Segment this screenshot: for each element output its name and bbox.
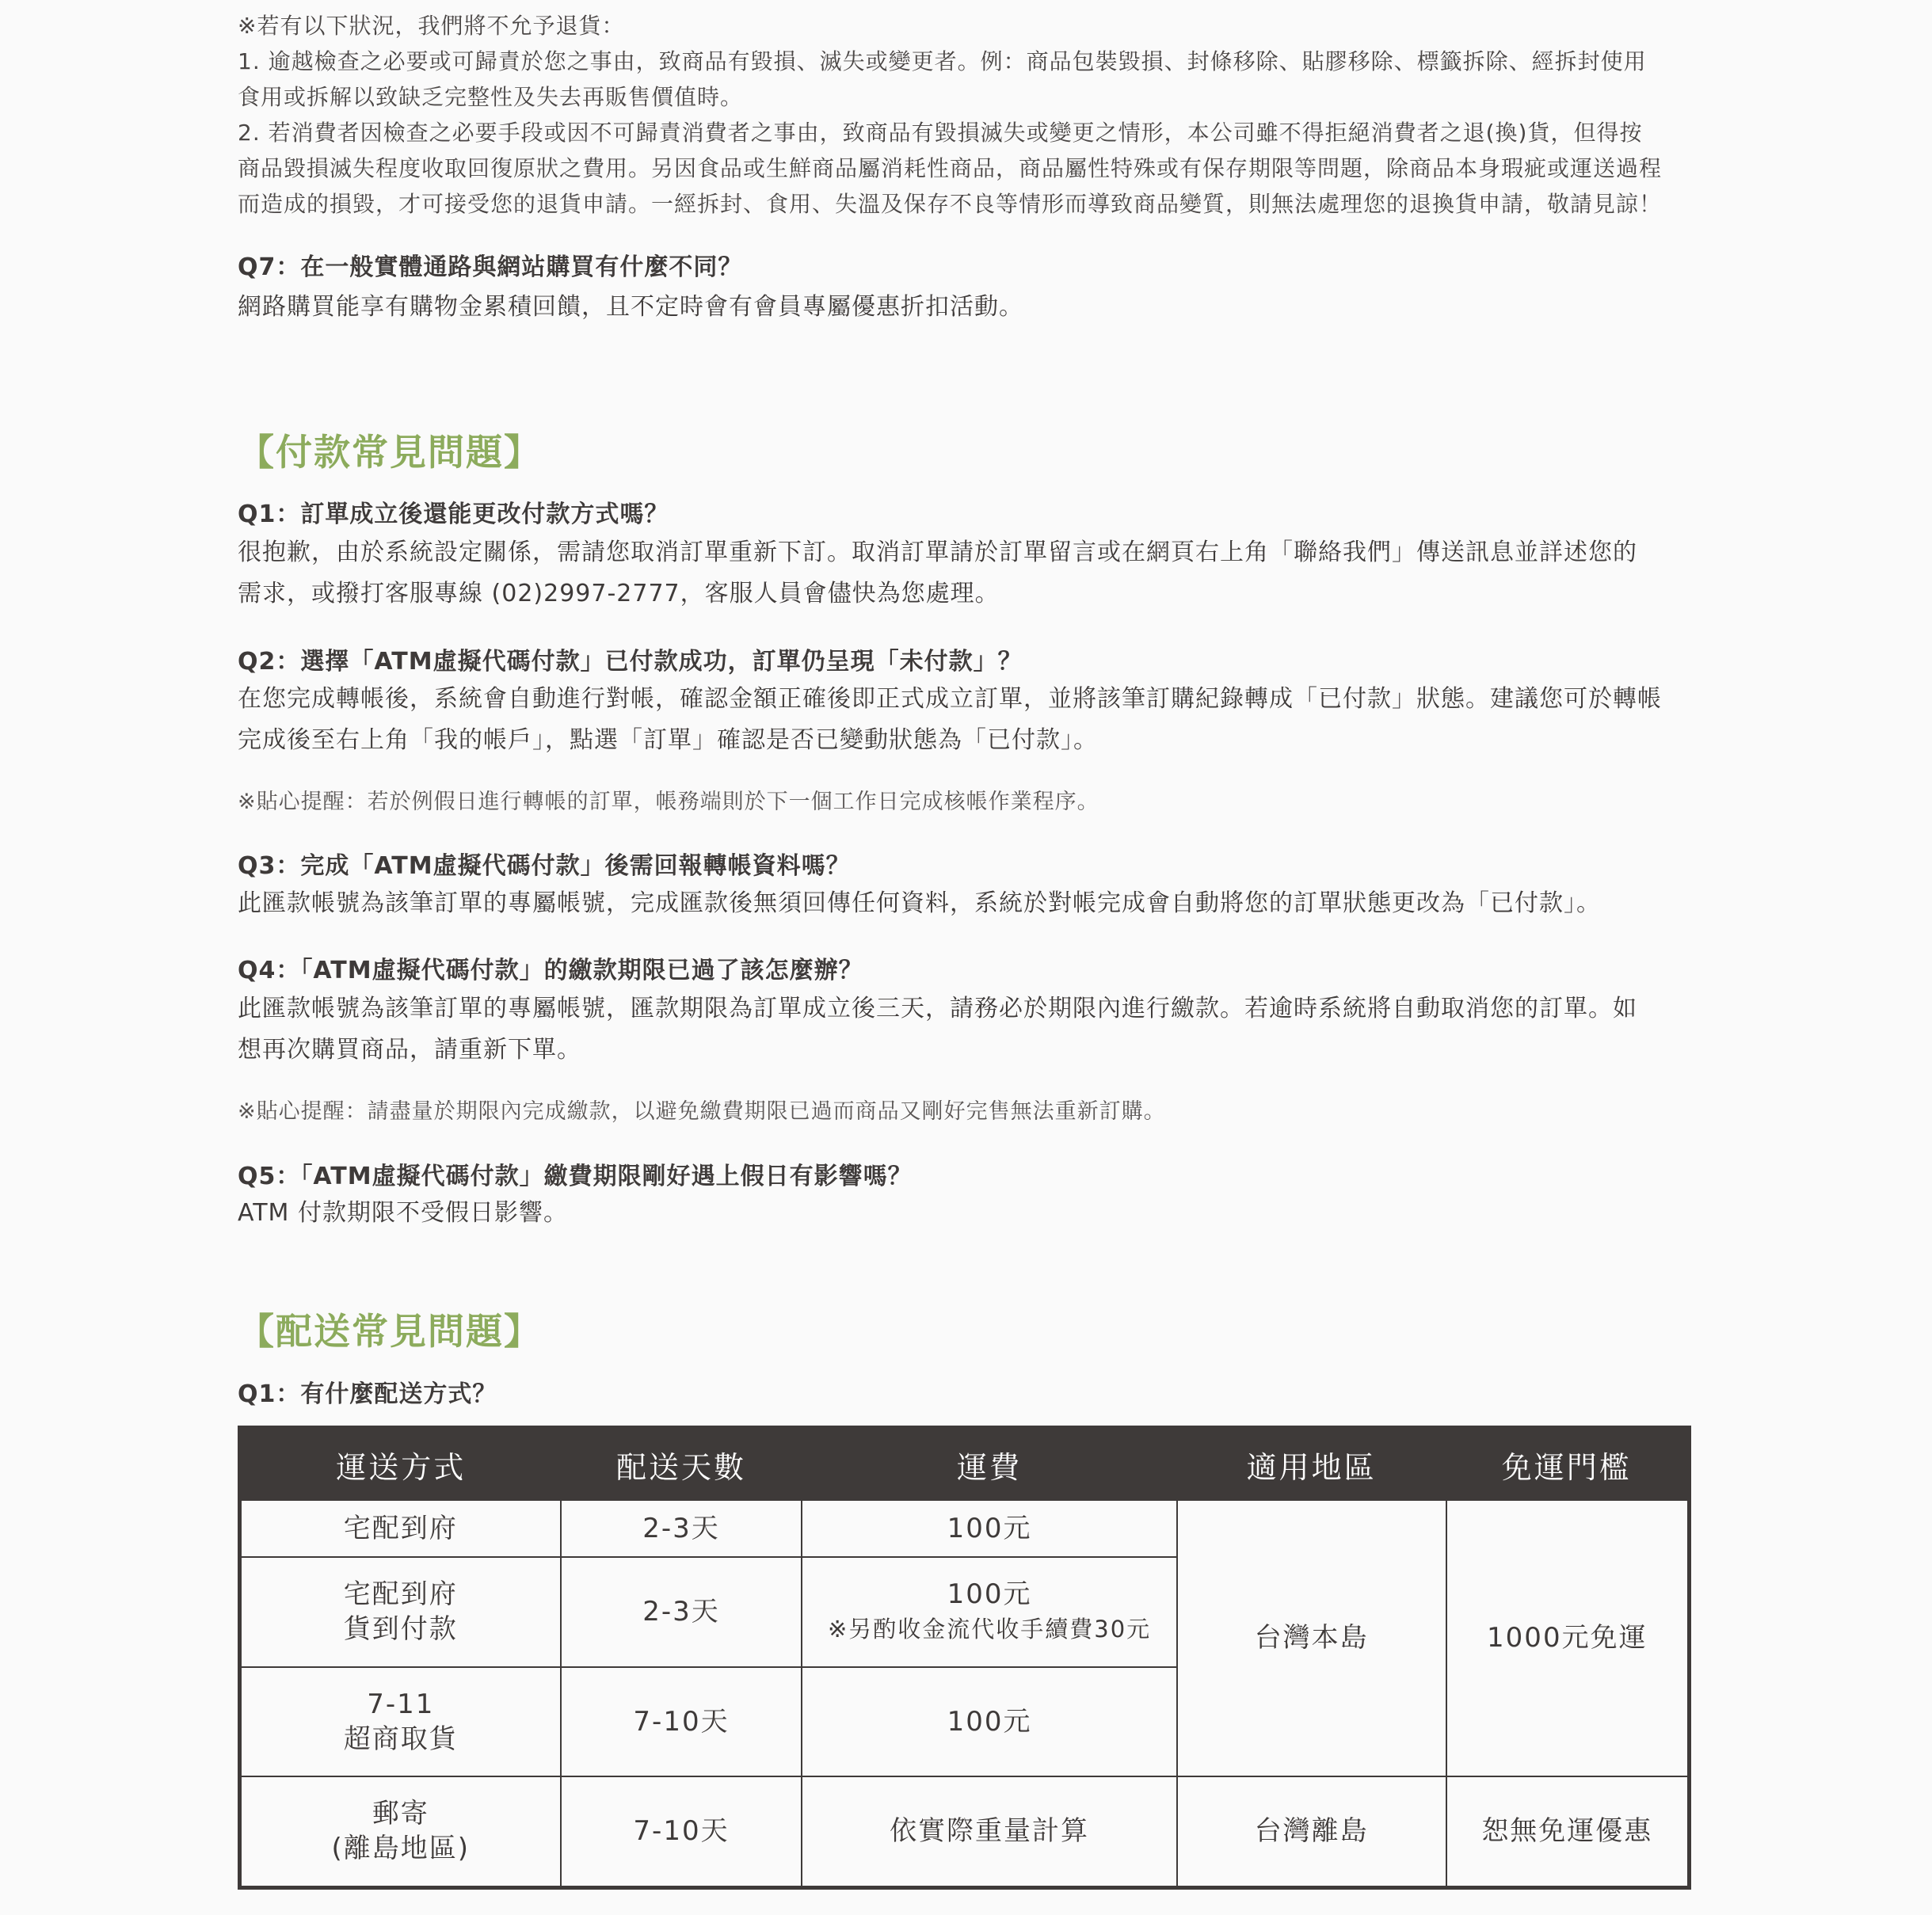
payment-q3-answer: 此匯款帳號為該筆訂單的專屬帳號，完成匯款後無須回傳任何資料，系統於對帳完成會自動將您的訂單狀態更改為「已付款」。 xyxy=(238,889,1601,917)
header-shipping-fee: 運費 xyxy=(802,1428,1176,1501)
cell-region-island: 台灣離島 xyxy=(1177,1776,1446,1888)
header-delivery-days: 配送天數 xyxy=(561,1428,802,1501)
header-region: 適用地區 xyxy=(1177,1428,1446,1501)
return-notes-item2-line2: 商品毀損滅失程度收取回復原狀之費用。另因食品或生鮮商品屬消耗性商品，商品屬性特殊或有保存期限等問題，除商品本身瑕疵或運送過程 xyxy=(238,155,1663,181)
cell-days: 7-10天 xyxy=(561,1776,802,1888)
shipping-section-title: 【配送常見問題】 xyxy=(238,1310,542,1353)
return-notes-item1-line2: 食用或拆解以致缺乏完整性及失去再販售價值時。 xyxy=(238,84,744,110)
cell-region-main: 台灣本島 xyxy=(1177,1500,1446,1776)
return-notes-intro: ※若有以下狀況，我們將不允予退貨： xyxy=(238,13,625,39)
cell-fee xyxy=(802,1557,1176,1666)
method-label: 宅配到府 xyxy=(343,1578,458,1611)
payment-section-title: 【付款常見問題】 xyxy=(238,431,542,474)
payment-q2-answer-line1: 在您完成轉帳後，系統會自動進行對帳，確認金額正確後即正式成立訂單，並將該筆訂購紀錄轉成「已付款」狀態。建議您可於轉帳 xyxy=(238,685,1662,713)
method-sublabel: (離島地區) xyxy=(331,1833,471,1865)
shipping-table-header-row xyxy=(240,1428,1690,1501)
q7-answer: 網路購買能享有購物金累積回饋，且不定時會有會員專屬優惠折扣活動。 xyxy=(238,293,1023,321)
return-notes-item2-line3: 而造成的損毀，才可接受您的退貨申請。一經拆封、食用、失溫及保存不良等情形而導致商品變質，則無法處理您的退換貨申請，敬請見諒！ xyxy=(238,191,1663,217)
table-row xyxy=(240,1500,1690,1557)
shipping-q1-question: Q1：有什麼配送方式？ xyxy=(238,1380,497,1408)
return-notes-item2-line1: 2. 若消費者因檢查之必要手段或因不可歸責消費者之事由，致商品有毀損滅失或變更之情形，本公司雖不得拒絕消費者之退(換)貨，但得按 xyxy=(238,120,1643,146)
payment-q3-question: Q3：完成「ATM虛擬代碼付款」後需回報轉帳資料嗎？ xyxy=(238,852,851,880)
table-row xyxy=(240,1776,1690,1888)
cell-free-island: 恕無免運優惠 xyxy=(1446,1776,1690,1888)
cell-fee: 100元 xyxy=(802,1500,1176,1557)
payment-q4-answer-line1: 此匯款帳號為該筆訂單的專屬帳號，匯款期限為訂單成立後三天，請務必於期限內進行繳款。若逾時系統將自動取消您的訂單。如 xyxy=(238,995,1637,1022)
payment-q5-question: Q5：「ATM虛擬代碼付款」繳費期限剛好遇上假日有影響嗎？ xyxy=(238,1163,913,1190)
header-shipping-method: 運送方式 xyxy=(240,1428,561,1501)
cell-fee: 依實際重量計算 xyxy=(802,1776,1176,1888)
cell-method xyxy=(240,1776,561,1888)
fee-note: ※另酌收金流代收手續費30元 xyxy=(827,1616,1152,1643)
cell-method xyxy=(240,1500,561,1557)
q7-question: Q7：在一般實體通路與網站購買有什麼不同？ xyxy=(238,253,743,281)
return-notes-item1-line1: 1. 逾越檢查之必要或可歸責於您之事由，致商品有毀損、滅失或變更者。例：商品包裝毀損、封條移除、貼膠移除、標籤拆除、經拆封使用 xyxy=(238,48,1647,74)
return-policy-notes xyxy=(238,8,1774,222)
cell-days: 7-10天 xyxy=(561,1667,802,1776)
payment-q4-question: Q4：「ATM虛擬代碼付款」的繳款期限已過了該怎麼辦？ xyxy=(238,957,863,984)
cell-days: 2-3天 xyxy=(561,1557,802,1666)
payment-q1-answer-line1: 很抱歉，由於系統設定關係，需請您取消訂單重新下訂。取消訂單請於訂單留言或在網頁右上角「聯絡我們」傳送訊息並詳述您的 xyxy=(238,539,1637,566)
payment-q2-tip: ※貼心提醒：若於例假日進行轉帳的訂單，帳務端則於下一個工作日完成核帳作業程序。 xyxy=(238,790,1099,814)
payment-q5-answer: ATM 付款期限不受假日影響。 xyxy=(238,1199,568,1227)
method-label: 宅配到府 xyxy=(343,1513,458,1545)
shipping-table xyxy=(238,1426,1691,1890)
cell-method xyxy=(240,1557,561,1666)
payment-q2-question: Q2：選擇「ATM虛擬代碼付款」已付款成功，訂單仍呈現「未付款」？ xyxy=(238,648,1023,676)
payment-q1-question: Q1：訂單成立後還能更改付款方式嗎？ xyxy=(238,501,669,528)
header-free-threshold: 免運門檻 xyxy=(1446,1428,1690,1501)
cell-days: 2-3天 xyxy=(561,1500,802,1557)
method-label: 7-11 xyxy=(367,1688,435,1720)
cell-method xyxy=(240,1667,561,1776)
payment-q1-answer-line2: 需求，或撥打客服專線 (02)2997-2777，客服人員會儘快為您處理。 xyxy=(238,580,1000,607)
payment-q4-answer-line2: 想再次購買商品，請重新下單。 xyxy=(238,1036,581,1064)
payment-q4-tip: ※貼心提醒：請盡量於期限內完成繳款，以避免繳費期限已過而商品又剛好完售無法重新訂購。 xyxy=(238,1099,1166,1124)
fee-amount: 100元 xyxy=(947,1578,1032,1611)
method-sublabel: 貨到付款 xyxy=(343,1613,458,1646)
method-label: 郵寄 xyxy=(372,1798,429,1830)
payment-q2-answer-line2: 完成後至右上角「我的帳戶」，點選「訂單」確認是否已變動狀態為「已付款」。 xyxy=(238,726,1098,754)
method-sublabel: 超商取貨 xyxy=(343,1723,458,1755)
cell-fee: 100元 xyxy=(802,1667,1176,1776)
cell-free-main: 1000元免運 xyxy=(1446,1500,1690,1776)
